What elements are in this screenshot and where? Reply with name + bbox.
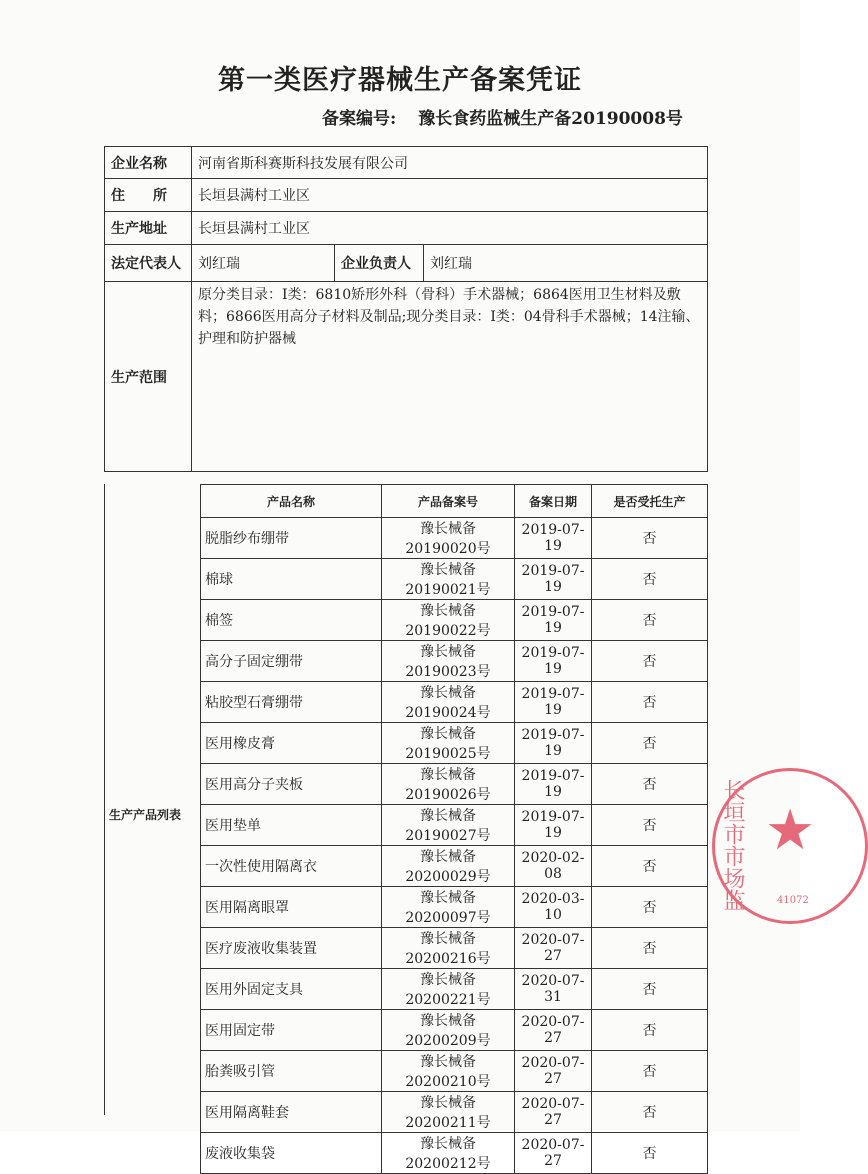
product-entrusted: 否 xyxy=(592,928,708,969)
product-record-no: 豫长械备20200097号 xyxy=(382,887,515,928)
official-seal xyxy=(712,768,868,924)
residence-label: 住 所 xyxy=(105,179,192,212)
table-row xyxy=(201,1010,708,1051)
product-list-label: 生产产品列表 xyxy=(109,808,182,822)
product-record-date: 2019-07-19 xyxy=(515,723,592,764)
product-record-no: 豫长械备20190021号 xyxy=(382,559,515,600)
production-address-label: 生产地址 xyxy=(105,212,192,245)
scope-label: 生产范围 xyxy=(105,282,192,472)
product-name: 棉签 xyxy=(201,600,382,641)
product-record-no: 豫长械备20200212号 xyxy=(382,1133,515,1174)
table-row xyxy=(201,887,708,928)
table-row xyxy=(201,969,708,1010)
product-record-date: 2020-07-27 xyxy=(515,1010,592,1051)
product-record-no: 豫长械备20190026号 xyxy=(382,764,515,805)
product-entrusted: 否 xyxy=(592,682,708,723)
residence: 长垣县满村工业区 xyxy=(192,179,708,212)
product-record-no: 豫长械备20190025号 xyxy=(382,723,515,764)
product-record-date: 2019-07-19 xyxy=(515,641,592,682)
product-record-date: 2019-07-19 xyxy=(515,559,592,600)
info-table xyxy=(104,146,708,472)
product-entrusted: 否 xyxy=(592,1051,708,1092)
product-entrusted: 否 xyxy=(592,641,708,682)
table-row xyxy=(201,641,708,682)
product-name: 脱脂纱布绷带 xyxy=(201,518,382,559)
seal-text: 长垣市市场监 xyxy=(720,779,745,911)
product-entrusted: 否 xyxy=(592,1092,708,1133)
header-entrusted: 是否受托生产 xyxy=(592,485,708,518)
document-title: 第一类医疗器械生产备案凭证 xyxy=(218,65,582,96)
product-record-date: 2019-07-19 xyxy=(515,600,592,641)
product-entrusted: 否 xyxy=(592,600,708,641)
product-entrusted: 否 xyxy=(592,887,708,928)
product-name: 医用固定带 xyxy=(201,1010,382,1051)
star-icon: ★ xyxy=(765,798,816,863)
product-name: 棉球 xyxy=(201,559,382,600)
product-entrusted: 否 xyxy=(592,969,708,1010)
table-row xyxy=(201,1051,708,1092)
product-record-no: 豫长械备20200211号 xyxy=(382,1092,515,1133)
table-row xyxy=(201,805,708,846)
product-entrusted: 否 xyxy=(592,518,708,559)
table-row xyxy=(201,600,708,641)
product-record-no: 豫长械备20190020号 xyxy=(382,518,515,559)
product-entrusted: 否 xyxy=(592,805,708,846)
company-name-label: 企业名称 xyxy=(105,147,192,179)
scope: 原分类目录：Ⅰ类：6810矫形外科（骨科）手术器械；6864医用卫生材料及敷料；6866医用高分子材料及制品;现分类目录：Ⅰ类：04骨科手术器械；14注输、护理和防护器械 xyxy=(192,282,708,472)
record-number xyxy=(322,104,683,129)
person-in-charge-label: 企业负责人 xyxy=(335,245,424,282)
product-record-date: 2019-07-19 xyxy=(515,764,592,805)
product-name: 粘胶型石膏绷带 xyxy=(201,682,382,723)
table-row xyxy=(201,559,708,600)
record-number-value: 豫长食药监械生产备20190008号 xyxy=(418,109,683,129)
legal-rep-label: 法定代表人 xyxy=(105,245,192,282)
product-record-no: 豫长械备20200216号 xyxy=(382,928,515,969)
header-record-no: 产品备案号 xyxy=(382,485,515,518)
product-entrusted: 否 xyxy=(592,1133,708,1174)
product-table xyxy=(200,484,708,1174)
product-record-no: 豫长械备20190023号 xyxy=(382,641,515,682)
product-name: 医用隔离鞋套 xyxy=(201,1092,382,1133)
header-product-name: 产品名称 xyxy=(201,485,382,518)
product-name: 医用隔离眼罩 xyxy=(201,887,382,928)
product-name: 医用高分子夹板 xyxy=(201,764,382,805)
product-record-date: 2020-03-10 xyxy=(515,887,592,928)
table-row xyxy=(201,682,708,723)
table-row xyxy=(201,1133,708,1174)
product-entrusted: 否 xyxy=(592,764,708,805)
product-entrusted: 否 xyxy=(592,1010,708,1051)
person-in-charge: 刘红瑞 xyxy=(424,245,708,282)
table-row xyxy=(201,764,708,805)
header-record-date: 备案日期 xyxy=(515,485,592,518)
legal-rep: 刘红瑞 xyxy=(192,245,335,282)
product-record-date: 2020-07-27 xyxy=(515,928,592,969)
product-name: 医用橡皮膏 xyxy=(201,723,382,764)
table-row xyxy=(201,723,708,764)
product-record-date: 2020-07-27 xyxy=(515,1051,592,1092)
record-number-label: 备案编号: xyxy=(322,109,397,129)
product-record-no: 豫长械备20200029号 xyxy=(382,846,515,887)
seal-code: 41072 xyxy=(777,895,809,906)
product-record-date: 2019-07-19 xyxy=(515,682,592,723)
product-name: 高分子固定绷带 xyxy=(201,641,382,682)
product-entrusted: 否 xyxy=(592,846,708,887)
table-row xyxy=(201,1092,708,1133)
table-row xyxy=(201,846,708,887)
production-address: 长垣县满村工业区 xyxy=(192,212,708,245)
product-record-date: 2019-07-19 xyxy=(515,805,592,846)
product-name: 医用垫单 xyxy=(201,805,382,846)
product-record-no: 豫长械备20200221号 xyxy=(382,969,515,1010)
product-record-no: 豫长械备20190024号 xyxy=(382,682,515,723)
product-record-date: 2019-07-19 xyxy=(515,518,592,559)
product-record-date: 2020-07-27 xyxy=(515,1133,592,1174)
table-row xyxy=(201,928,708,969)
product-name: 胎粪吸引管 xyxy=(201,1051,382,1092)
product-name: 医疗废液收集装置 xyxy=(201,928,382,969)
product-entrusted: 否 xyxy=(592,559,708,600)
product-record-no: 豫长械备20200210号 xyxy=(382,1051,515,1092)
product-list-label-cell xyxy=(104,484,201,1115)
product-record-no: 豫长械备20200209号 xyxy=(382,1010,515,1051)
company-name: 河南省斯科赛斯科技发展有限公司 xyxy=(192,147,708,179)
product-entrusted: 否 xyxy=(592,723,708,764)
product-record-no: 豫长械备20190027号 xyxy=(382,805,515,846)
product-record-no: 豫长械备20190022号 xyxy=(382,600,515,641)
product-record-date: 2020-02-08 xyxy=(515,846,592,887)
product-name: 医用外固定支具 xyxy=(201,969,382,1010)
table-row xyxy=(201,518,708,559)
product-name: 一次性使用隔离衣 xyxy=(201,846,382,887)
product-record-date: 2020-07-27 xyxy=(515,1092,592,1133)
product-record-date: 2020-07-31 xyxy=(515,969,592,1010)
product-name: 废液收集袋 xyxy=(201,1133,382,1174)
